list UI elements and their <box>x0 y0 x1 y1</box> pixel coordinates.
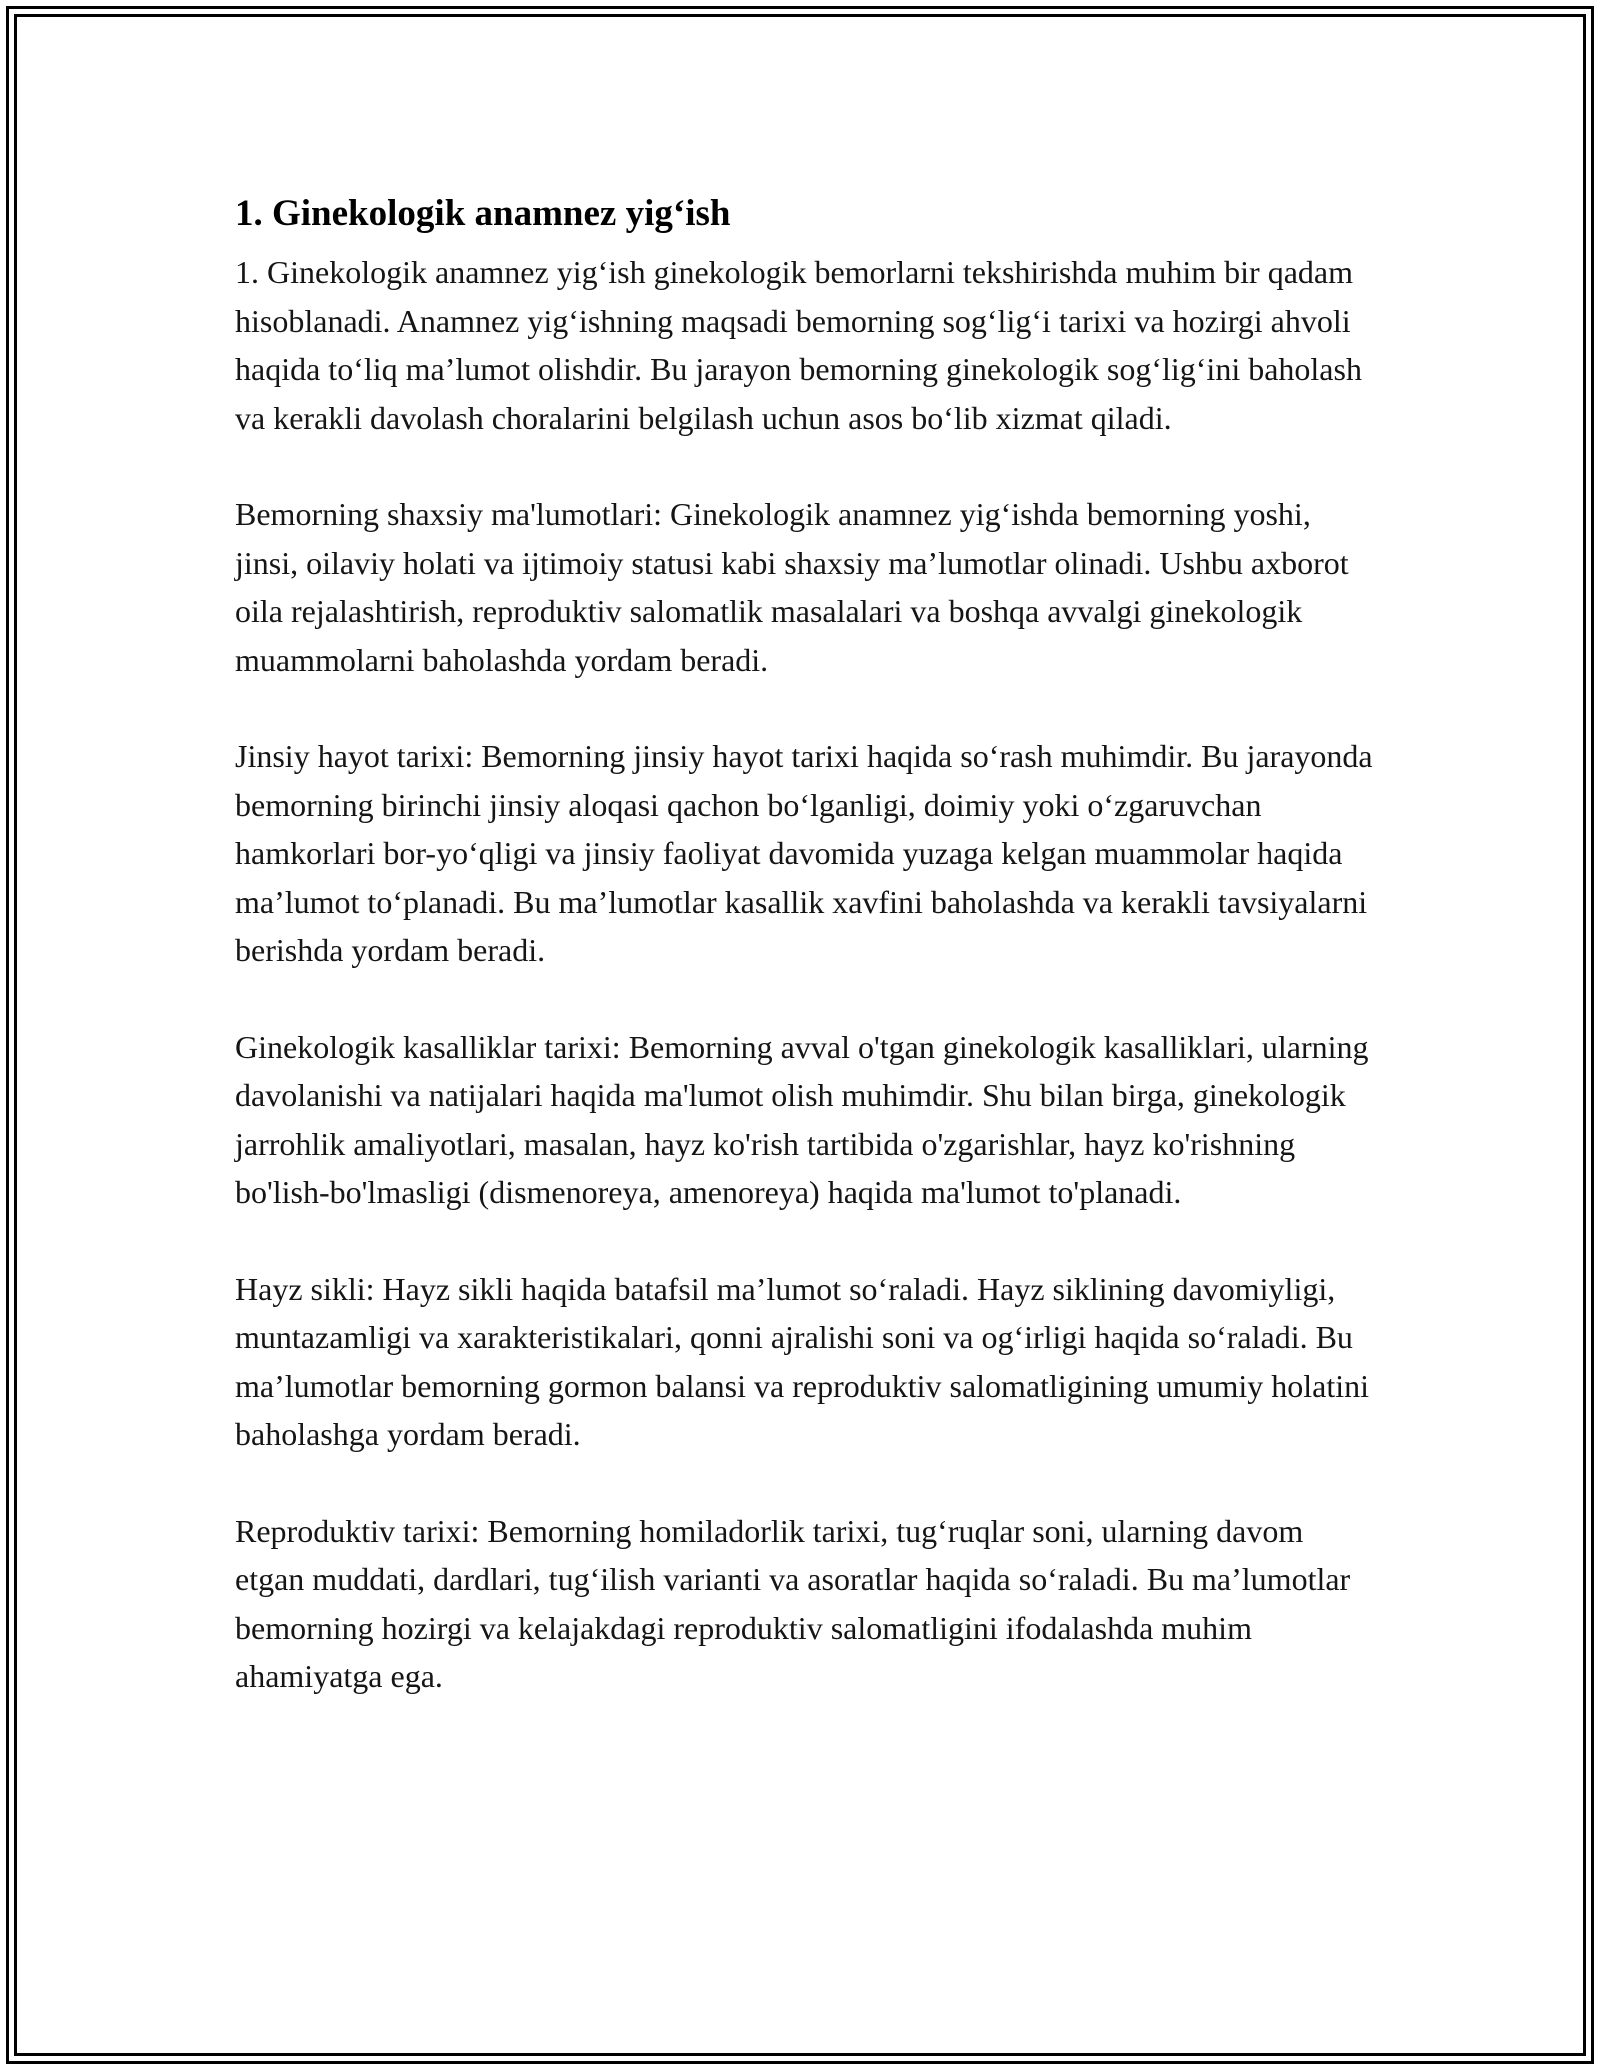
paragraph-sexual-history: Jinsiy hayot tarixi: Bemorning jinsiy hayot tarixi haqida so‘rash muhimdir. Bu jarayonda bemorning birinchi jinsiy aloqasi qachon bo‘lganligi, doimiy yoki o‘zgaruvchan hamkorlari bor-yo‘qligi va jinsiy faoliyat davomida yuzaga kelgan muammolar haqida ma’lumot to‘planadi. Bu ma’lumotlar kasallik xavfini baholashda va kerakli tavsiyalarni berishda yordam beradi. <box>235 738 1373 968</box>
paragraph-intro: 1. Ginekologik anamnez yig‘ish ginekologik bemorlarni tekshirishda muhim bir qadam hisoblanadi. Anamnez yig‘ishning maqsadi bemorning sog‘lig‘i tarixi va hozirgi ahvoli haqida to‘liq ma’lumot olishdir. Bu jarayon bemorning ginekologik sog‘lig‘ini baholash va kerakli davolash choralarini belgilash uchun asos bo‘lib xizmat qiladi. <box>235 254 1362 436</box>
document-title: 1. Ginekologik anamnez yig‘ish <box>235 193 731 234</box>
paragraph-menstrual-cycle: Hayz sikli: Hayz sikli haqida batafsil ma’lumot so‘raladi. Hayz siklining davomiyligi, muntazamligi va xarakteristikalari, qonni ajralishi soni va og‘irligi haqida so‘raladi. Bu ma’lumotlar bemorning gormon balansi va reproduktiv salomatligining umumiy holatini baholashga yordam beradi. <box>235 1270 1370 1452</box>
paragraph-reproductive-history: Reproduktiv tarixi: Bemorning homiladorlik tarixi, tug‘ruqlar soni, ularning davom etgan muddati, dardlari, tug‘ilish varianti va asoratlar haqida so‘raladi. Bu ma’lumotlar bemorning hozirgi va kelajakdagi reproduktiv salomatligini ifodalashda muhim ahamiyatga ega. <box>235 1512 1351 1694</box>
document-body <box>235 186 1375 1749</box>
paragraph-personal-data: Bemorning shaxsiy ma'lumotlari: Ginekologik anamnez yig‘ishda bemorning yoshi, jinsi, oilaviy holati va ijtimoiy statusi kabi shaxsiy ma’lumotlar olinadi. Ushbu axborot oila rejalashtirish, reproduktiv salomatlik masalalari va boshqa avvalgi ginekologik muammolarni baholashda yordam beradi. <box>235 496 1349 678</box>
paragraph-gynecologic-diseases: Ginekologik kasalliklar tarixi: Bemorning avval o'tgan ginekologik kasalliklari, ularning davolanishi va natijalari haqida ma'lumot olish muhimdir. Shu bilan birga, ginekologik jarrohlik amaliyotlari, masalan, hayz ko'rish tartibida o'zgarishlar, hayz ko'rishning bo'lish-bo'lmasligi (dismenoreya, amenoreya) haqida ma'lumot to'planadi. <box>235 1028 1369 1210</box>
